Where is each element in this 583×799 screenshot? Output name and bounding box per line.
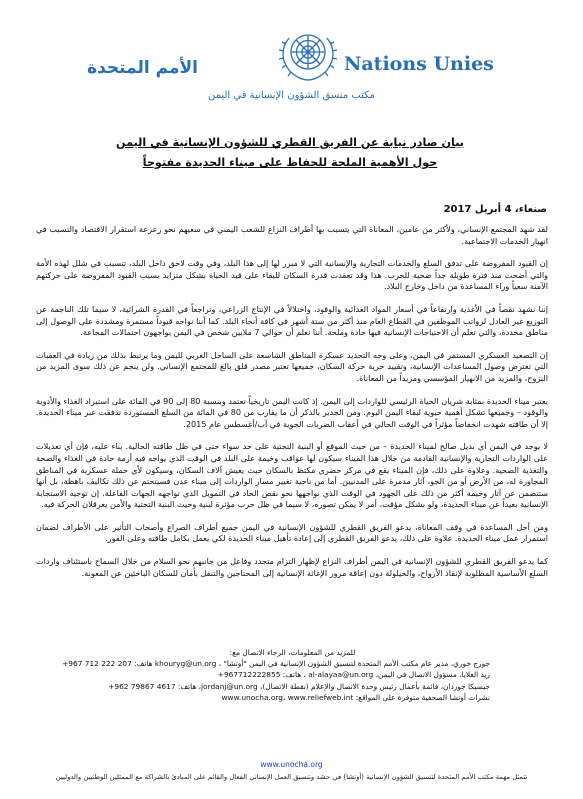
paragraph: ومن أجل المساعدة في وقف المعاناة، يدعو الفريق القطري للشؤون الإنسانية في اليمن جميع أطراف الصراع وأصحاب التأثير على الأطراف لضمان استمرار عمل ميناء الحديدة. علاوة على ذلك، يدعو الفريق القطري إلى إعادة تأهيل ميناء الحديدة لكي يعمل بكامل طاقته وعلى الفور. [36, 521, 548, 544]
paragraph: إن التصعيد العسكري المستمر في اليمن، وعلى وجه التحديد عسكرة المناطق الشاسعة على الساحل الغربي لليمن وما يرتبط بذلك من زيادة في العقبات التي تعترض وصول المساعدات الإنسانية، وتقييد حرية حركة السكان، جميعها تعتبر مصدر قلق بالغ للمجتمع الإنساني. ولن ينجم عن ذلك سوى المزيد من النزوح، والمزيد من الانهيار المؤسسي ومزيداً من المعاناة. [36, 349, 548, 383]
contact-line: نشرات أوتشا الصحفية متوفرة على المواقع: www.unocha.org، www.reliefweb.int [221, 692, 490, 702]
document-title [40, 133, 540, 173]
paragraph: إن القيود المفروضة على تدفق السلع والخدمات التجارية والإنسانية التي لا مبرر لها إلى هذا البلد، وفي وقت لاحق داخل البلد، تتسبب في شلل لهذه الأمة والتي أضحت منذ فترة طويلة جداً ضحية للحرب. هذا وقد تعقدت قدرة السكان للبقاء على قيد الحياة بشكل متزايد بسبب القيود المفروضة على حركتهم الآمنة سعياً وراء المساعدة من داخل وخارج البلاد. [36, 258, 548, 292]
un-emblem-icon [275, 26, 341, 84]
letterhead [0, 18, 583, 110]
paragraph: كما يدعو الفريق القطري للشؤون الإنسانية في اليمن أطراف النزاع لإظهار التزام متجدد وفاعل من جانبهم نحو السلام من خلال السماح باستئناف واردات السلع الأساسية المطلوبة لإنقاذ الأرواح، والحيلولة دون إعاقة مرور الإغاثة الإنسانية إلى المحتاجين والتنقل بأمان للسكان الباحثين عن المعونة. [36, 556, 548, 578]
paragraph: لا يوجد في اليمن أي بديل صالح لميناء الحديدة – من حيث الموقع أو البنية التحتية على حد سواء حتى في ظل طاقته الحالية. بناء عليه، فإن أي تعديلات على الواردات التجارية والإنسانية القادمة من خلال هذا الميناء سيكون لها عواقب وخيمة على البلد في الوقت الذي يواجه فيه أزمة حادة في الغذاء والصحة والتغذية الصحية. وعلاوة على ذلك، فإن الميناء يقع في مركز حضري مكتظ بالسكان حيث يعيش آلاف السكان، وسيكون لأي حملة عسكرية في المناطق المجاورة له، من الأرض أو من الجو، آثار مدمرة على المدنيين. أما من ناحية تغيير مسار الواردات إلى ميناء عدن فسيتحتم عن ذلك تكاليف باهظة، بل أنها ستتضمن عن آثار وخيمة أكثر من ذلك على الجهود في الوقت الذي نواجهها نحو نقص الحاد في التمويل الذي تواجهه الجهات الفاعلة. إن توجيه الاستجابة الإنسانية بعيداً عن ميناء الحديدة، ولو بشكل مؤقت، أمر لا يمكن تصوره، لا سيما في ظل حرب مؤثرة لبنية وحيث البنية التحتية والأمن يعرقلان الحركة فيه. [36, 441, 548, 510]
contact-line: جيسيكا جوردان، قائمة بأعمال رئيس وحدة الاتصال والإعلام (نقطة الاتصال)، jordanj@un.org، هاتف: 4617 79867 962+ [108, 681, 490, 691]
org-name-french: Nations Unies [344, 53, 494, 75]
title-line-1: بيان صادر نيابة عن الفريق القطري للشؤون الإنسانية في اليمن [116, 136, 464, 149]
contact-line: زيد العلايا، مسؤول الاتصال في اليمن، al-alayaa@un.org ، هاتف: 967712222855+ [217, 670, 490, 680]
paragraph: يعتبر ميناء الحديدة بمثابة شريان الحياة الرئيسي للواردات إلى اليمن. إذ كانت اليمن تاريخياً تعتمد وبنسبة 80 إلى 90 في المائة على استيراد الغذاء والأدوية والوقود – وجميعها تشكل أهمية حيوية لبقاء اليمن اليوم. ومن الجدير بالذكر أن ما يقارب من 80 في المائة من السلع المستوردة تدفقت عبر ميناء الحديدة. إلا أن طاقته شهدت انخفاضاً مؤثراً في الوقت الحالي في أعقاب الضربات الجوية في آب/أغسطس عام 2015. [36, 395, 549, 429]
footer-mission-statement: تتمثل مهمة مكتب الأمم المتحدة لتنسيق الشؤون الإنسانية (أوتشا) في حشد وتنسيق العمل الإنساني الفعال والقائم على المبادئ بالشراكة مع الممثلين الوطنيين والدوليين [55, 773, 528, 781]
paragraph: لقد شهد المجتمع الإنساني، ولأكثر من عامين، المعاناة التي يتسبب بها أطراف النزاع للشعب اليمني في سعيهم نحو زعزعة استقرار الاقتصاد والتسبب في انهيار الخدمات الاجتماعية. [36, 224, 548, 246]
footer-website-link[interactable]: www.unocha.org [260, 760, 323, 769]
dateline: صنعاء، 4 أبريل 2017 [443, 204, 547, 215]
org-name-arabic: الأمم المتحدة [87, 58, 198, 78]
media-contacts [62, 647, 490, 703]
contacts-intro: للمزيد من المعلومات، الرجاء الاتصال مع: [229, 648, 356, 657]
title-line-2: حول الأهمية الملحة للحفاظ على ميناء الحديدة مفتوحاً [142, 156, 438, 169]
paragraph: إننا نشهد نقصاً في الأغذية وارتفاعاً في أسعار المواد الغذائية والوقود، واختلالاً في الإنتاج الزراعي، وتراجعاً في القدرة الشرائية، لا سيما تلك الناجمة عن التوزيع غير العادل لرواتب الموظفين في القطاع العام منذ أكثر من ستة أشهر في كافة أنحاء البلد. كما أننا نواجه قيوداً مستمرة ومشددة على الوصول إلى مناطق محددة، والتي تعلم أن الاحتياجات الإنسانية فيها حادة وملحة. أننا نعلم أن حوالي 7 ملايين شخص في اليمن يواجهون احتمالات المجاعة. [36, 303, 548, 338]
office-subtitle: مكتب منسق الشؤون الإنسانية في اليمن [207, 90, 376, 101]
contact-line: جورج خوري، مدير عام مكتب الأمم المتحدة لتنسيق الشؤون الإنسانية في اليمن "أوتشا" ، khouryg@un.org هاتف: 207 222 712 967+ [62, 659, 490, 669]
statement-body [36, 224, 548, 590]
